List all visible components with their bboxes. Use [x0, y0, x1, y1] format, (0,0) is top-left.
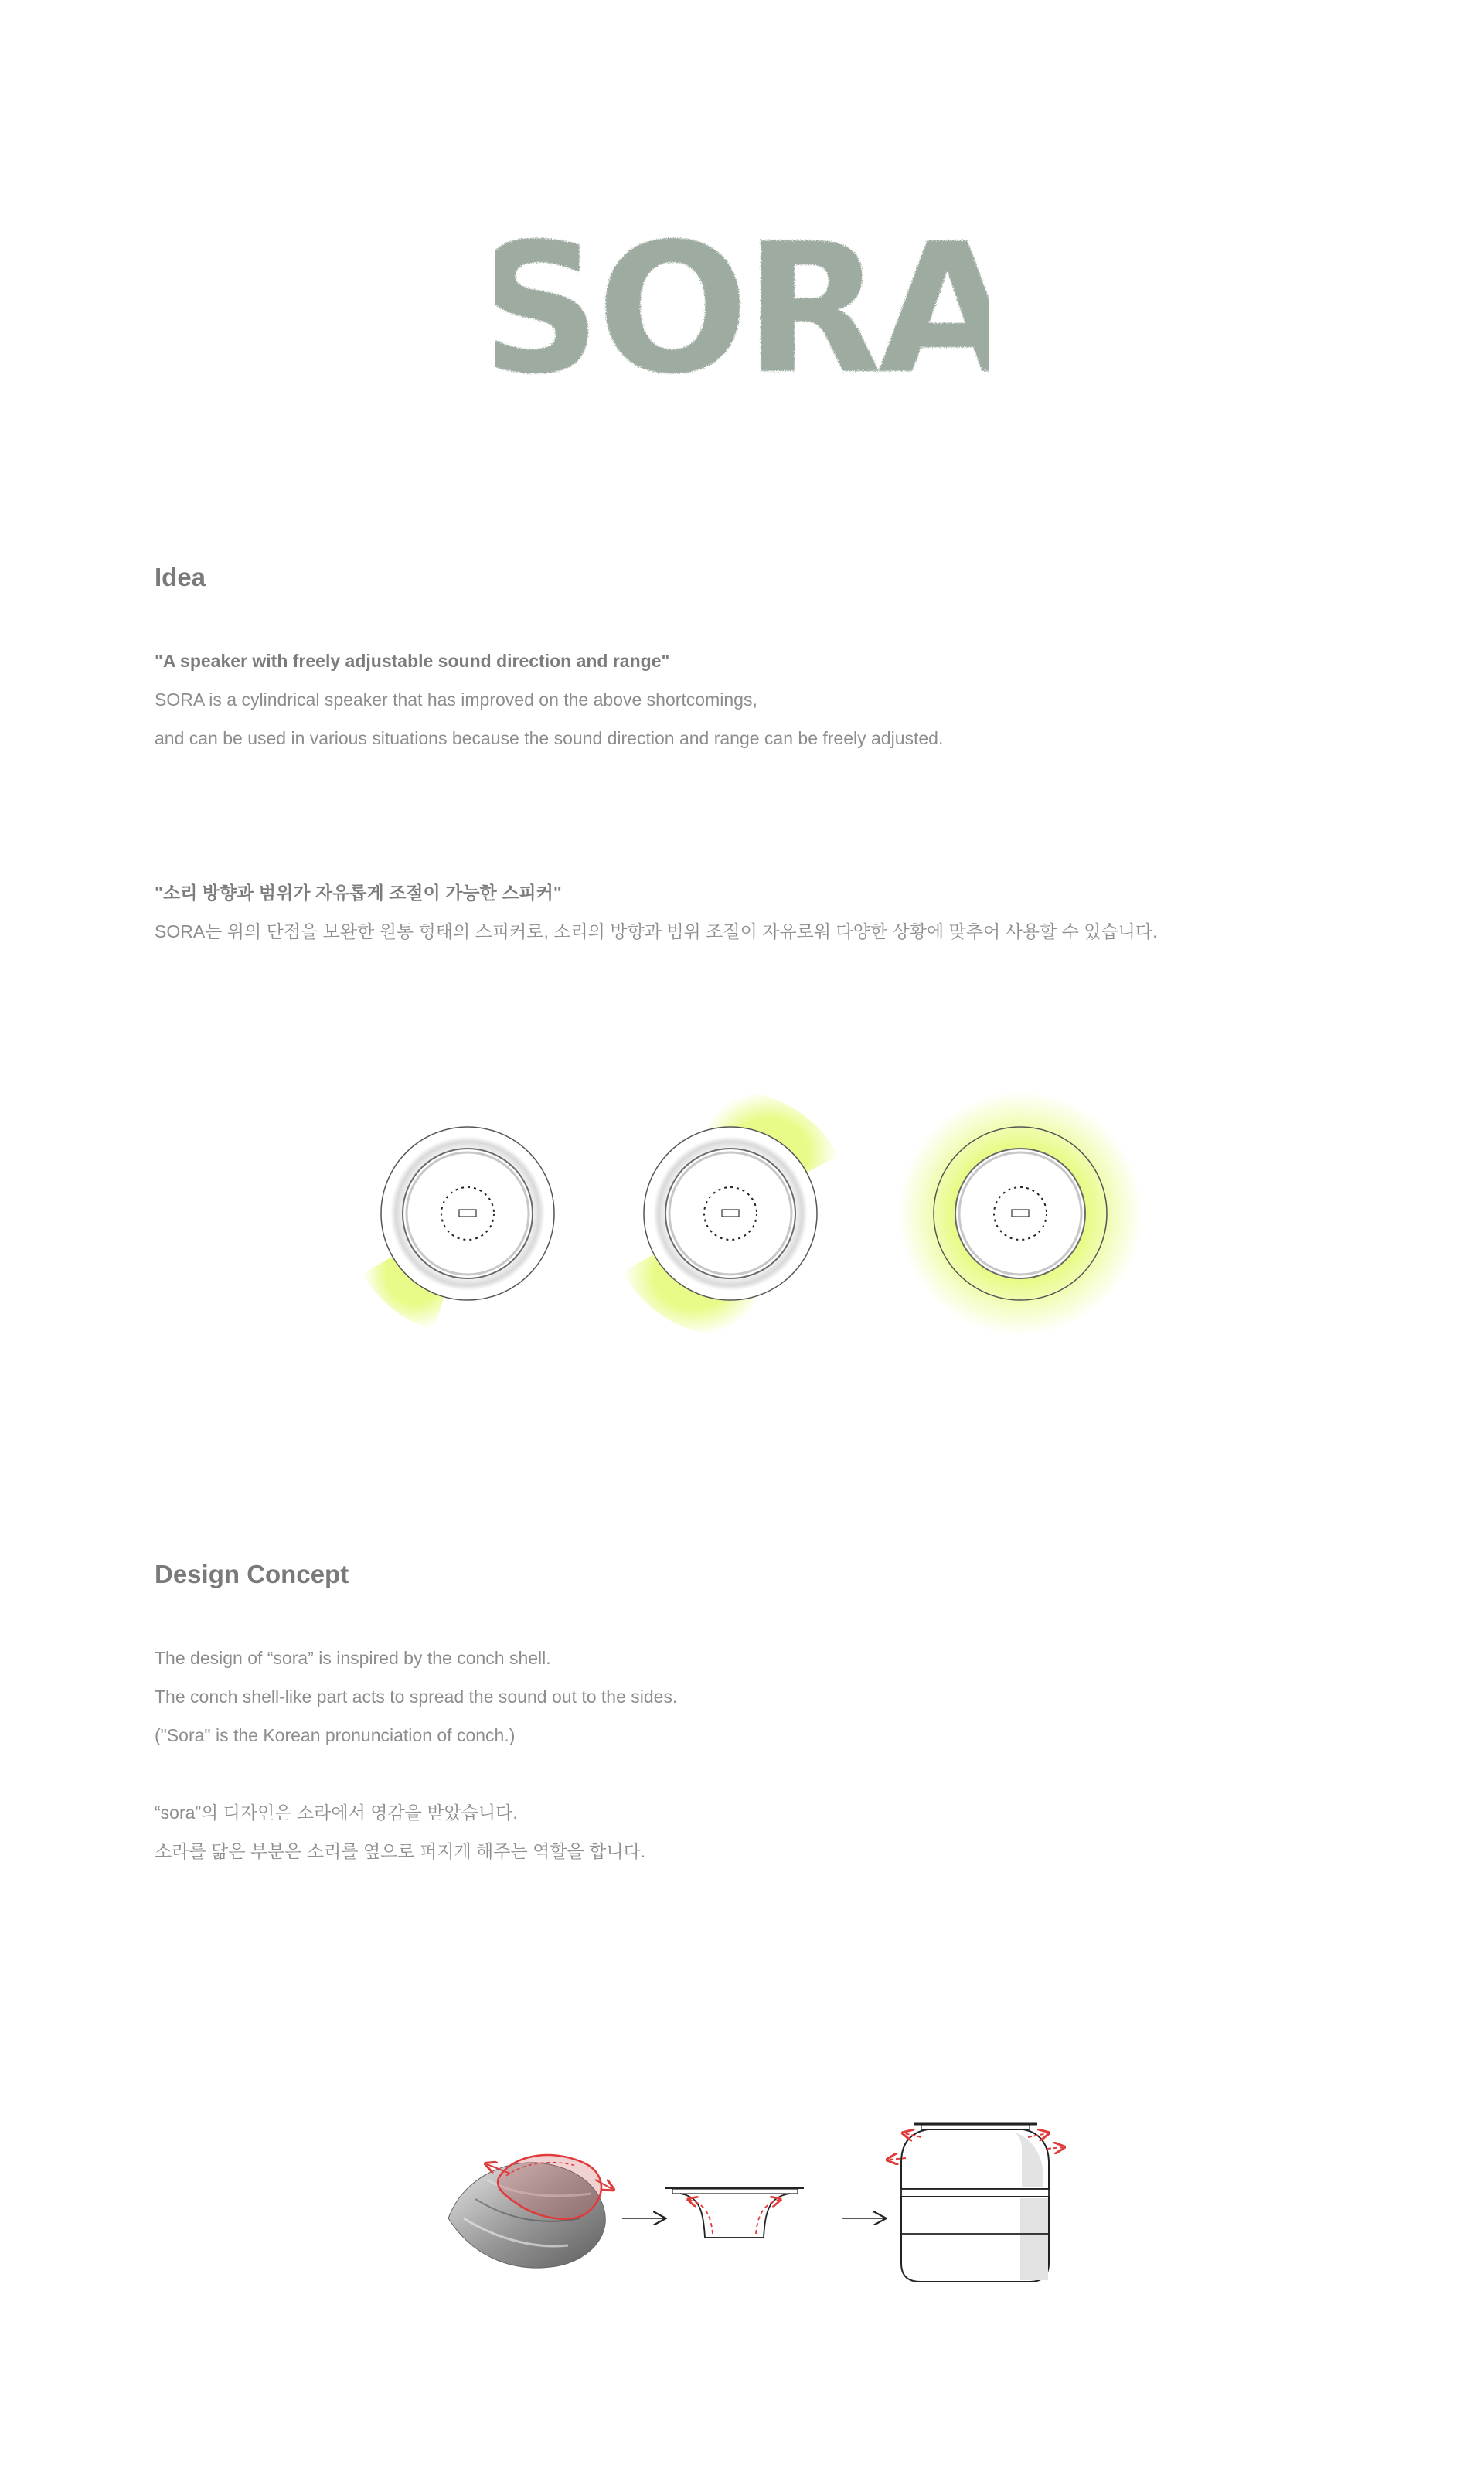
- concept-evolution-illustration: [433, 2102, 1128, 2311]
- sora-logo: [495, 224, 989, 386]
- concept-line-ko-1: “sora”의 디자인은 소라에서 영감을 받았습니다.: [155, 1802, 518, 1823]
- funnel-abstraction-icon: [665, 2188, 804, 2238]
- concept-line-ko-2: 소라를 닮은 부분은 소리를 옆으로 퍼지게 해주는 역할을 합니다.: [155, 1841, 646, 1861]
- full-range-speaker: [898, 1091, 1142, 1336]
- idea-quote-ko: "소리 방향과 범위가 자유롭게 조절이 가능한 스피커": [155, 883, 562, 903]
- concept-line-en-1: The design of “sora” is inspired by the conch shell.: [155, 1648, 551, 1668]
- idea-desc-en-1: SORA is a cylindrical speaker that has improved on the above shortcomings,: [155, 689, 757, 710]
- concept-english-text: [155, 1639, 1329, 1755]
- idea-desc-en-2: and can be used in various situations because the sound direction and range can be freely adjusted.: [155, 728, 944, 748]
- sora-logo-graphic: [495, 224, 989, 386]
- idea-desc-ko: SORA는 위의 단점을 보완한 원통 형태의 스피커로, 소리의 방향과 범위 조절이 자유로워 다양한 상황에 맞추어 사용할 수 있습니다.: [155, 921, 1158, 941]
- idea-english-text: [155, 642, 1329, 757]
- narrow-range-speaker: [362, 1127, 554, 1330]
- sora-speaker-product-icon: [889, 2124, 1063, 2282]
- idea-korean-text: [155, 873, 1329, 951]
- sound-range-diagram: [340, 1067, 1175, 1360]
- idea-quote-en: "A speaker with freely adjustable sound direction and range": [155, 651, 670, 671]
- idea-title: Idea: [155, 563, 206, 591]
- conch-shell-icon: [448, 2155, 612, 2268]
- design-concept-title: Design Concept: [155, 1560, 349, 1588]
- concept-line-en-3: ("Sora" is the Korean pronunciation of conch.): [155, 1725, 516, 1745]
- wide-range-speaker: [622, 1091, 839, 1336]
- sora-logo-text: SORA: [495, 224, 989, 386]
- concept-korean-text: [155, 1793, 1329, 1871]
- concept-line-en-2: The conch shell-like part acts to spread the sound out to the sides.: [155, 1687, 678, 1707]
